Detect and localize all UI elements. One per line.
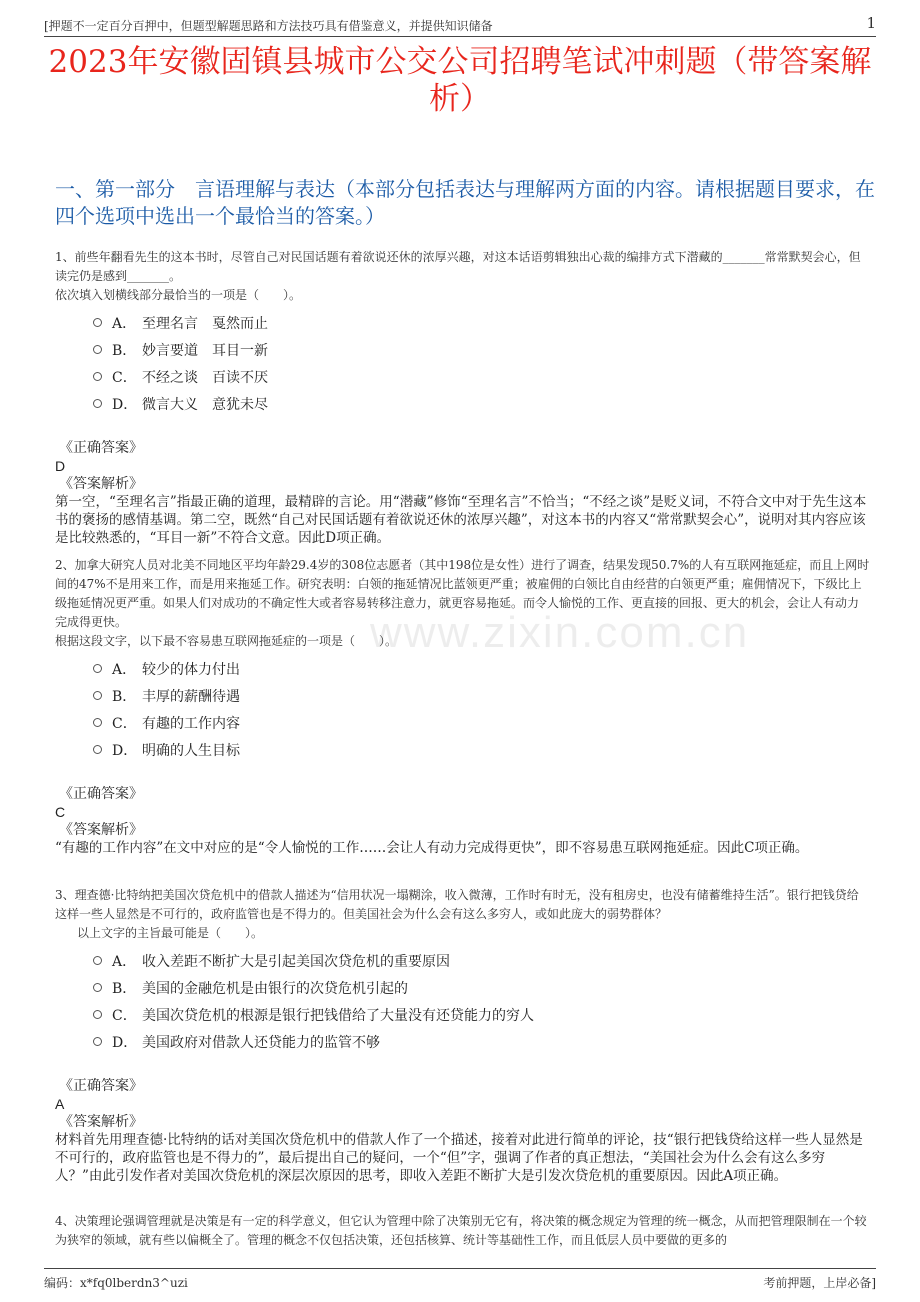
question-text: 4、决策理论强调管理就是决策是有一定的科学意义，但它认为管理中除了决策别无它有，将决策的概念规定为管理的统一概念，从而把管理限制在一个较为狭窄的领域，就有些以偏概全了。管理的概念不仅包括决策，还包括核算、统计等基础性工作，而且低层人员中要做的更多的 — [55, 1214, 867, 1247]
footer-slogan: 考前押题，上岸必备] — [763, 1276, 876, 1290]
option-b[interactable]: B． 美国的金融危机是由银行的次贷危机引起的 — [93, 974, 870, 1001]
option-c[interactable]: C． 不经之谈 百读不厌 — [93, 363, 870, 390]
document-title: 2023年安徽固镇县城市公交公司招聘笔试冲刺题（带答案解析） — [48, 44, 872, 117]
explanation-label: 《答案解析》 — [59, 822, 143, 838]
answer-label: 《正确答案》 — [59, 786, 143, 802]
header-note: [押题不一定百分百押中，但题型解题思路和方法技巧具有借鉴意义，并提供知识储备 — [44, 19, 493, 33]
radio-icon[interactable] — [93, 745, 102, 754]
radio-icon[interactable] — [93, 318, 102, 327]
radio-icon[interactable] — [93, 372, 102, 381]
answer-label: 《正确答案》 — [59, 1078, 143, 1094]
watermark: www.zixin.com.cn — [370, 608, 750, 657]
answer-block — [55, 785, 870, 857]
question-instruction: 根据这段文字，以下最不容易患互联网拖延症的一项是（ ）。 — [55, 634, 398, 648]
question-text: 2、加拿大研究人员对北美不同地区平均年龄29.4岁的308位志愿者（其中198位是女性）进行了调查，结果发现50.7%的人有互联网拖延症，而且上网时间的47%不是用来工作，而是用来拖延工作。研究表明：白领的拖延情况比蓝领更严重；被雇佣的白领比自由经营的白领更严重；雇佣情况下，下级比上级拖延情况更严重。如果人们对成功的不确定性大或者容易转移注意力，就更容易拖延。而令人愉悦的工作、更直接的回报、更大的机会，会让人有动力完成得更快。 — [55, 558, 870, 629]
option-list — [93, 309, 870, 417]
page-number: 1 — [866, 14, 876, 32]
correct-answer: C — [55, 804, 66, 820]
answer-block — [55, 1077, 870, 1185]
radio-icon[interactable] — [93, 1010, 102, 1019]
explanation-label: 《答案解析》 — [59, 476, 143, 492]
question-3 — [55, 886, 870, 1185]
radio-icon[interactable] — [93, 691, 102, 700]
option-c[interactable]: C． 有趣的工作内容 — [93, 709, 870, 736]
radio-icon[interactable] — [93, 956, 102, 965]
explanation-label: 《答案解析》 — [59, 1114, 143, 1130]
page-header — [44, 14, 876, 37]
question-2 — [55, 556, 870, 857]
option-list — [93, 947, 870, 1055]
correct-answer: A — [55, 1096, 65, 1112]
option-d[interactable]: D． 微言大义 意犹未尽 — [93, 390, 870, 417]
explanation-text: 材料首先用理查德·比特纳的话对美国次贷危机中的借款人作了一个描述，接着对此进行简单的评论，技“银行把钱贷给这样一些人显然是不可行的，政府监管也是不得力的”，最后提出自己的疑问，一个“但”字，强调了作者的真正想法，“美国社会为什么会有这么多穷人？”由此引发作者对美国次贷危机的深层次原因的思考，即收入差距不断扩大是引发次贷危机的重要原因。因此A项正确。 — [55, 1132, 863, 1184]
question-text: 1、前些年翻看先生的这本书时，尽管自己对民国话题有着欲说还休的浓厚兴趣，对这本话语剪辑独出心裁的编排方式下潜藏的_______常常默契会心，但读完仍是感到_______。 — [55, 250, 861, 283]
answer-block — [55, 439, 870, 547]
option-b[interactable]: B． 妙言要道 耳目一新 — [93, 336, 870, 363]
answer-label: 《正确答案》 — [59, 440, 143, 456]
question-instruction: 依次填入划横线部分最恰当的一项是（ ）。 — [55, 288, 302, 302]
explanation-text: “有趣的工作内容”在文中对应的是“令人愉悦的工作……会让人有动力完成得更快”，即不容易患互联网拖延症。因此C项正确。 — [55, 840, 809, 856]
explanation-text: 第一空，“至理名言”指最正确的道理，最精辟的言论。用“潜藏”修饰“至理名言”不恰当；“不经之谈”是贬义词，不符合文中对于先生这本书的褒扬的感情基调。第二空，既然“自己对民国话题有着欲说还休的浓厚兴趣”，对这本书的内容又“常常默契会心”，说明对其内容应该是比较熟悉的，“耳目一新”不符合文意。因此D项正确。 — [55, 494, 867, 546]
correct-answer: D — [55, 458, 66, 474]
question-1 — [55, 248, 870, 547]
radio-icon[interactable] — [93, 718, 102, 727]
option-list — [93, 655, 870, 763]
radio-icon[interactable] — [93, 345, 102, 354]
option-a[interactable]: A． 收入差距不断扩大是引起美国次贷危机的重要原因 — [93, 947, 870, 974]
option-a[interactable]: A． 较少的体力付出 — [93, 655, 870, 682]
document-code: 编码：x*fq0lberdn3^uzi — [44, 1276, 188, 1290]
option-c[interactable]: C． 美国次贷危机的根源是银行把钱借给了大量没有还贷能力的穷人 — [93, 1001, 870, 1028]
section-heading: 一、第一部分 言语理解与表达（本部分包括表达与理解两方面的内容。请根据题目要求，在四个选项中选出一个最恰当的答案。） — [55, 177, 875, 228]
question-text: 3、理查德·比特纳把美国次贷危机中的借款人描述为“信用状况一塌糊涂，收入微薄，工作时有时无，没有租房史，也没有储蓄维持生活”。银行把钱贷给这样一些人显然是不可行的，政府监管也是不得力的。但美国社会为什么会有这么多穷人，或如此庞大的弱势群体？ — [55, 888, 859, 921]
radio-icon[interactable] — [93, 983, 102, 992]
question-instruction: 以上文字的主旨最可能是（ ）。 — [77, 926, 264, 940]
question-4 — [55, 1212, 870, 1250]
page-footer — [44, 1268, 876, 1291]
radio-icon[interactable] — [93, 1037, 102, 1046]
option-b[interactable]: B． 丰厚的薪酬待遇 — [93, 682, 870, 709]
option-a[interactable]: A． 至理名言 戛然而止 — [93, 309, 870, 336]
option-d[interactable]: D． 明确的人生目标 — [93, 736, 870, 763]
radio-icon[interactable] — [93, 399, 102, 408]
radio-icon[interactable] — [93, 664, 102, 673]
option-d[interactable]: D． 美国政府对借款人还贷能力的监管不够 — [93, 1028, 870, 1055]
